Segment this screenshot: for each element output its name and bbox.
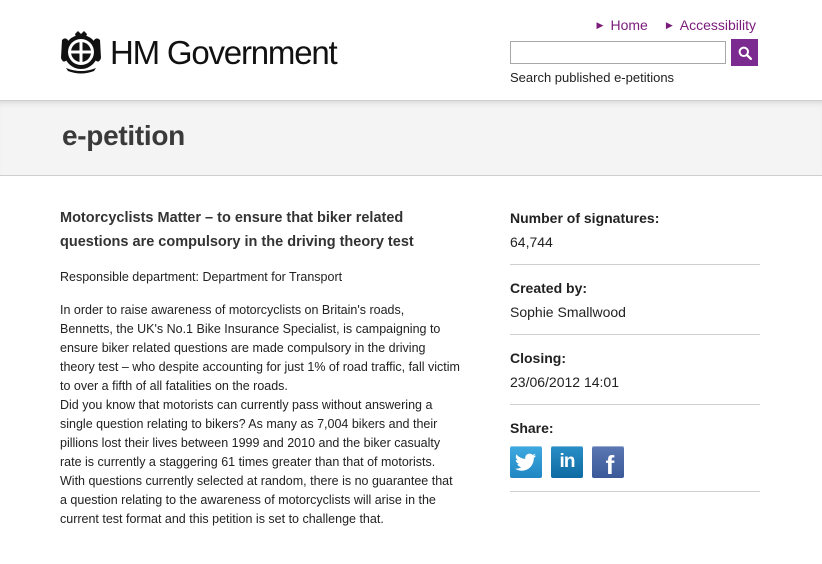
accessibility-link[interactable] xyxy=(666,17,756,33)
search-input[interactable] xyxy=(510,41,726,64)
logo-text: HM Government xyxy=(110,33,337,71)
royal-crest-icon xyxy=(58,30,104,74)
page-title: e-petition xyxy=(62,120,185,151)
site-header xyxy=(0,0,822,100)
petition-paragraph: In order to raise awareness of motorcyclists on Britain's roads, Bennetts, the UK's No.1 Bike Insurance Specialist, is campaigning to ensure biker related questions are made compulsory in the driving theory test – who despite accounting for just 1% of road traffic, fall victim to over a fifth of all fatalities on the roads. xyxy=(60,303,460,393)
linkedin-icon[interactable] xyxy=(551,446,583,478)
creator-name: Sophie Smallwood xyxy=(510,304,626,320)
hm-government-logo[interactable] xyxy=(58,30,336,74)
search-label: Search published e-petitions xyxy=(510,70,675,85)
signatures-block xyxy=(510,208,760,265)
share-buttons xyxy=(510,446,760,478)
twitter-icon[interactable] xyxy=(510,446,542,478)
top-navigation xyxy=(597,17,756,33)
home-link[interactable] xyxy=(597,17,648,33)
created-by-block xyxy=(510,278,760,335)
share-block xyxy=(510,418,760,492)
closing-date: 23/06/2012 14:01 xyxy=(510,374,619,390)
linkedin-glyph: in xyxy=(559,451,575,472)
triangle-right-icon: ▶ xyxy=(665,19,673,30)
petition-paragraph: Did you know that motorists can currently pass without answering a single question relating to bikers? As many as 7,004 bikers and their pillions lost their lives between 1999 and 2010 and the biker casualty rate is currently a staggering 61 times greater than that of motorists. With questions currently selected at random, there is no guarantee that a question relating to the awareness of motorcyclists will arise in the current test format and this petition is set to challenge that. xyxy=(60,398,453,526)
search-button[interactable] xyxy=(731,39,758,66)
petition-title: Motorcyclists Matter – to ensure that biker related questions are compulsory in the driving theory test xyxy=(60,210,414,250)
triangle-right-icon: ▶ xyxy=(596,19,604,30)
home-link-label: Home xyxy=(610,17,648,33)
accessibility-link-label: Accessibility xyxy=(679,17,756,33)
signatures-label: Number of signatures: xyxy=(510,210,660,226)
search-icon xyxy=(738,46,752,60)
twitter-bird-icon xyxy=(515,453,537,471)
facebook-icon[interactable] xyxy=(592,446,624,478)
petition-description xyxy=(60,301,460,529)
facebook-glyph: f xyxy=(605,449,615,480)
created-by-label: Created by: xyxy=(510,280,588,296)
petition-content xyxy=(60,206,460,529)
petition-sidebar xyxy=(510,208,760,505)
closing-block xyxy=(510,348,760,405)
closing-label: Closing: xyxy=(510,350,566,366)
signatures-count: 64,744 xyxy=(510,234,553,250)
share-label: Share: xyxy=(510,420,554,436)
search-form xyxy=(510,41,758,66)
responsible-department: Responsible department: Department for Transport xyxy=(60,270,343,284)
page-title-band xyxy=(0,100,822,176)
